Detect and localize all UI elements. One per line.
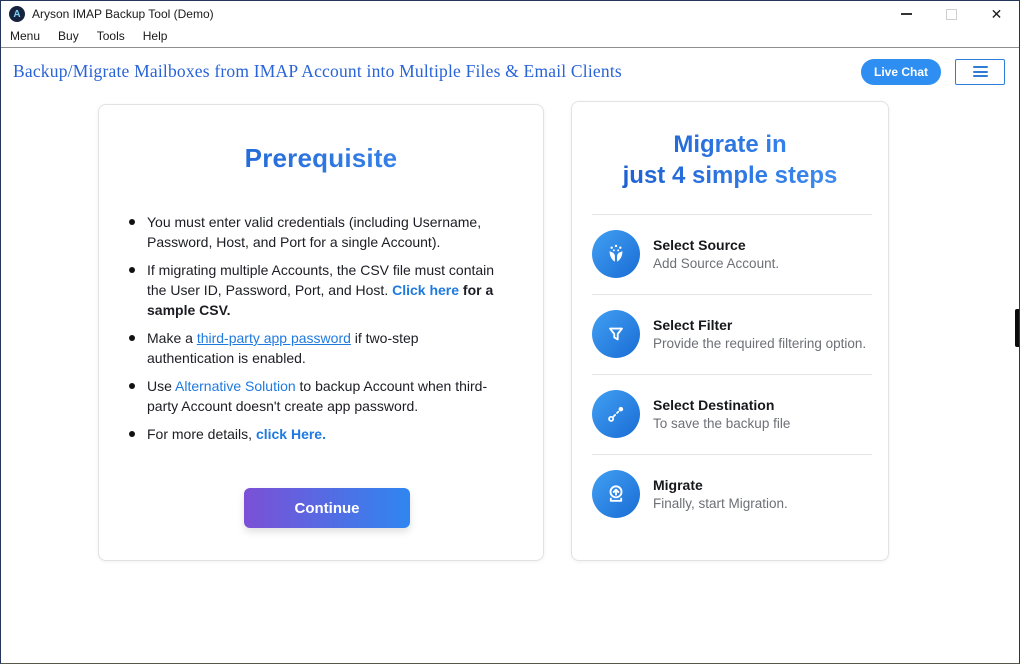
more-details-link[interactable]: click Here. xyxy=(255,426,326,442)
step-subtitle: Finally, start Migration. xyxy=(653,496,788,511)
steps-panel xyxy=(571,101,889,561)
maximize-icon xyxy=(946,9,957,20)
step-title: Select Source xyxy=(653,237,746,253)
source-share-icon xyxy=(592,230,640,278)
steps-heading xyxy=(572,129,888,191)
step-select-filter xyxy=(592,294,872,374)
prerequisite-panel xyxy=(98,104,544,561)
cloud-upload-icon xyxy=(592,470,640,518)
page-title: Backup/Migrate Mailboxes from IMAP Account into Multiple Files & Email Clients xyxy=(13,61,622,81)
step-subtitle: Add Source Account. xyxy=(653,256,780,271)
destination-path-icon xyxy=(592,390,640,438)
prerequisite-list xyxy=(99,212,543,444)
step-title: Select Destination xyxy=(653,397,775,413)
bullet-text: Make a xyxy=(147,330,197,346)
steps-heading-line2: just 4 simple steps xyxy=(622,162,838,189)
menu-item-menu[interactable]: Menu xyxy=(10,29,41,43)
alternative-solution-link[interactable]: Alternative Solution xyxy=(175,378,296,394)
bullet-text: if two-step authentication is enabled. xyxy=(147,330,419,366)
header xyxy=(1,48,1019,95)
step-migrate xyxy=(592,454,872,534)
list-item xyxy=(147,212,507,252)
bullet-text: for a sample CSV. xyxy=(147,282,494,318)
list-item xyxy=(147,424,507,444)
minimize-button[interactable] xyxy=(884,1,929,27)
app-password-link[interactable]: third-party app password xyxy=(196,330,351,346)
hamburger-icon xyxy=(973,66,988,77)
sample-csv-link[interactable]: Click here xyxy=(392,282,460,298)
list-item xyxy=(147,328,507,368)
bullet-text: to backup Account when third-party Account doesn't create app password. xyxy=(147,378,488,414)
step-texts xyxy=(653,317,866,351)
live-chat-button[interactable]: Live Chat xyxy=(861,59,941,85)
steps-heading-line1: Migrate in xyxy=(673,131,787,158)
menu-item-buy[interactable]: Buy xyxy=(58,29,79,43)
step-subtitle: To save the backup file xyxy=(653,416,791,431)
menu-item-tools[interactable]: Tools xyxy=(96,29,125,43)
close-button[interactable] xyxy=(974,1,1019,27)
menu-item-help[interactable]: Help xyxy=(142,29,168,43)
continue-button[interactable]: Continue xyxy=(244,488,410,528)
step-title: Select Filter xyxy=(653,317,733,333)
bullet-text: You must enter valid credentials (including Username, Password, Host, and Port for a single Account). xyxy=(147,214,482,250)
window-title: Aryson IMAP Backup Tool (Demo) xyxy=(32,7,214,21)
prerequisite-heading: Prerequisite xyxy=(99,143,543,174)
steps-list xyxy=(592,214,872,534)
bullet-text: If migrating multiple Accounts, the CSV file must contain the User ID, Password, Port, and Host. xyxy=(147,262,495,298)
step-select-destination xyxy=(592,374,872,454)
list-item xyxy=(147,376,507,416)
bullet-text: For more details, xyxy=(147,426,256,442)
app-logo-icon: A xyxy=(9,6,25,22)
title-bar xyxy=(1,1,1019,27)
filter-funnel-icon xyxy=(592,310,640,358)
minimize-icon xyxy=(901,13,912,15)
list-item xyxy=(147,260,507,320)
step-texts xyxy=(653,397,790,431)
step-texts xyxy=(653,477,788,511)
menu-bar xyxy=(1,27,1019,48)
bullet-text: Use xyxy=(147,378,176,394)
step-select-source xyxy=(592,214,872,294)
close-icon: ✕ xyxy=(990,6,1003,22)
options-menu-button[interactable] xyxy=(955,59,1005,85)
maximize-button[interactable] xyxy=(929,1,974,27)
step-subtitle: Provide the required filtering option. xyxy=(653,336,867,351)
screen-edge-artifact xyxy=(1015,309,1019,347)
step-title: Migrate xyxy=(653,477,703,493)
step-texts xyxy=(653,237,779,271)
window-controls xyxy=(884,1,1019,27)
